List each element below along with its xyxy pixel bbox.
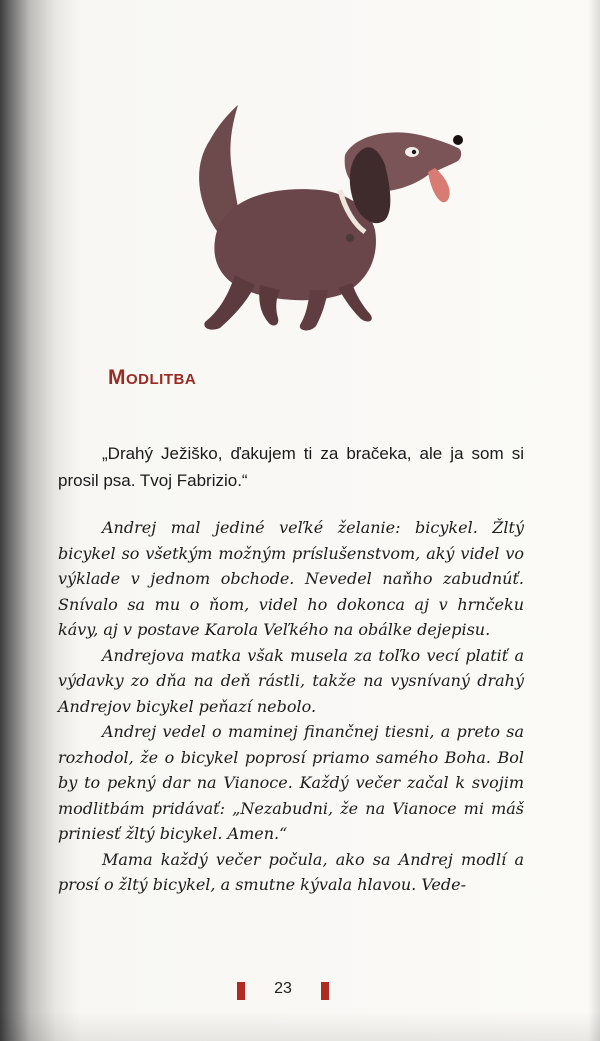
- dog-nose: [453, 135, 463, 145]
- dog-front-leg-2: [338, 283, 372, 321]
- footer-marker-right: [321, 982, 329, 1000]
- paragraph: Mama každý večer počula, ako sa Andrej modlí a prosí o žltý bicykel, a smutne kývala hlavou. Vede-: [58, 849, 524, 894]
- footer-marker-left: [237, 982, 245, 1000]
- paragraph: Andrejova matka však musela za toľko vecí platiť a výdavky zo dňa na deň rástli, takže na vysnívaný drahý Andrejov bicykel peňazí nebolo.: [58, 645, 524, 716]
- chapter-title: Modlitba: [108, 366, 197, 389]
- paragraph: Andrej vedel o maminej finančnej tiesni, a preto sa rozhodol, že o bicykel poprosí priamo samého Boha. Bol by to pekný dar na Vianoce. Každý večer začal k svojim modlitbám pridávať: „Nezabudni, že na Vianoce mi máš priniesť žltý bicykel. Amen.“: [58, 722, 524, 843]
- page-bottom-shadow: [0, 1011, 600, 1041]
- page-footer: [0, 980, 600, 1004]
- epigraph-quote: „Drahý Ježiško, ďakujem ti za bračeka, ale ja som si prosil psa. Tvoj Fabrizio.“: [58, 444, 524, 490]
- dog-illustration: [180, 100, 470, 335]
- page-number: 23: [274, 980, 292, 997]
- dog-back-leg: [204, 275, 255, 330]
- page-edge-shadow: [588, 0, 600, 1041]
- story-body: [58, 515, 524, 898]
- paragraph: Andrej mal jediné veľké želanie: bicykel. Žltý bicykel so všetkým možným príslušenstvom, aký videl vo výklade v jednom obchode. Nevedel naňho zabudnúť. Snívalo sa mu o ňom, videl ho dokonca aj v hrnčeku kávy, aj v postave Karola Veľkého na obálke dejepisu.: [58, 518, 524, 639]
- dog-tongue: [428, 168, 450, 202]
- dog-back-leg-2: [259, 285, 280, 325]
- dog-collar-tag: [346, 234, 354, 242]
